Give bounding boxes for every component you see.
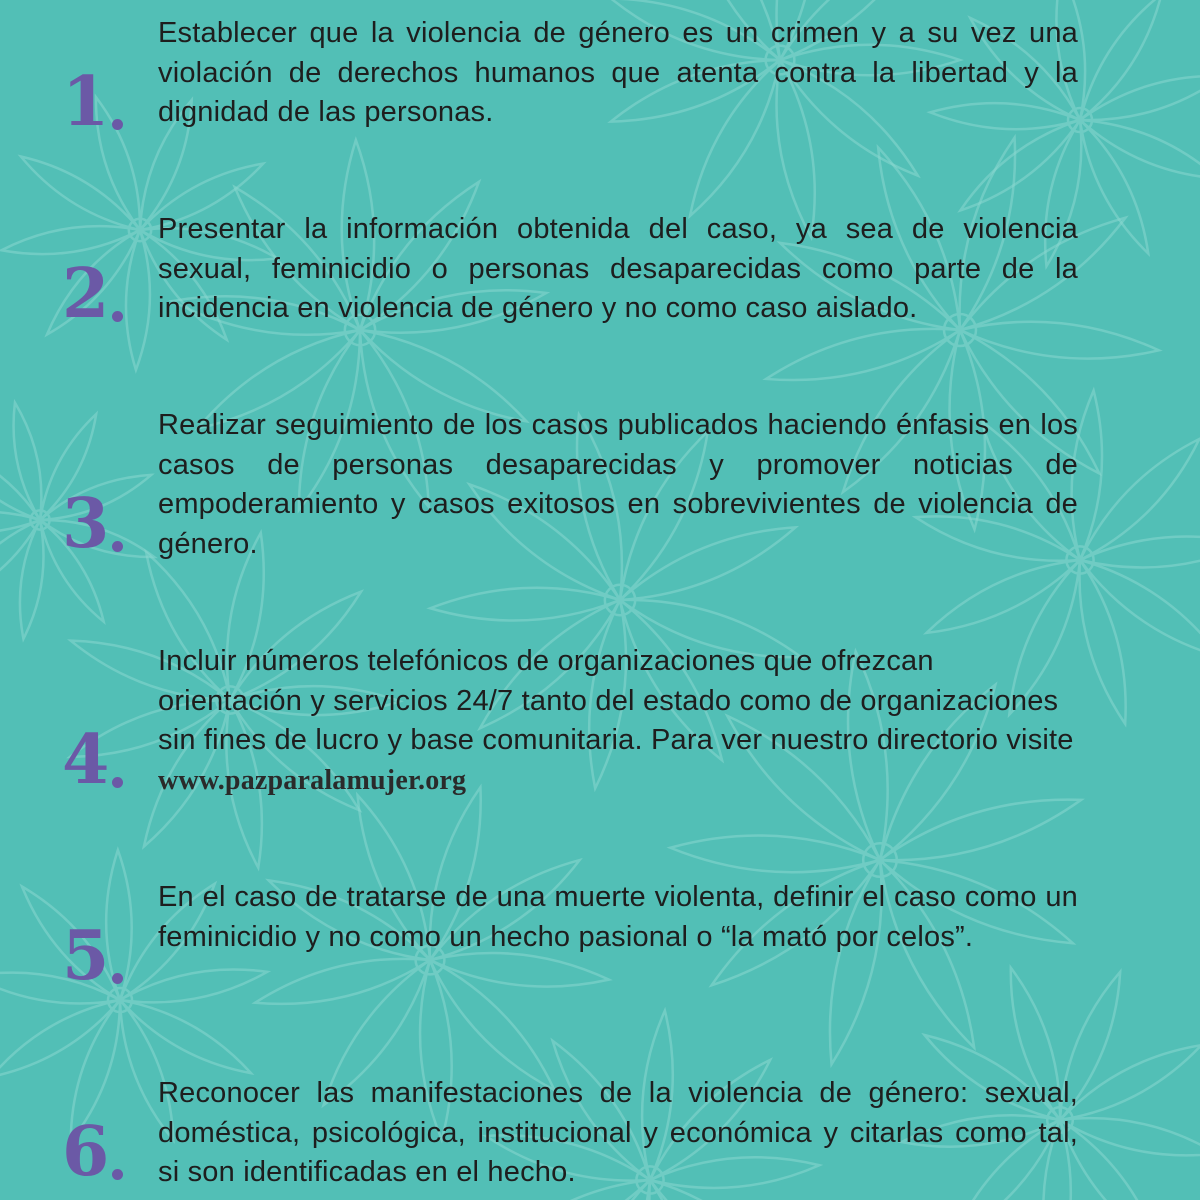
petal-outline bbox=[670, 836, 880, 873]
list-item-1 bbox=[0, 14, 1200, 142]
item-text: Establecer que la violencia de género es un crimen y a su vez una violación de derechos humanos que atenta contra la libertad y la dignidad de las personas. bbox=[158, 17, 1078, 128]
item-number: 1 bbox=[62, 68, 152, 136]
petal-outline bbox=[0, 1000, 120, 1077]
list-item-4 bbox=[0, 642, 1200, 802]
item-number: 4 bbox=[62, 726, 152, 794]
bullet-dot bbox=[112, 973, 123, 984]
list-item-6 bbox=[0, 1074, 1200, 1194]
item-number: 5 bbox=[62, 922, 152, 990]
list-item-2 bbox=[0, 210, 1200, 334]
bullet-dot bbox=[112, 119, 123, 130]
list-item-3 bbox=[0, 406, 1200, 566]
item-text bbox=[158, 642, 1078, 800]
item-text: En el caso de tratarse de una muerte violenta, definir el caso como un feminicidio y no como un hecho pasional o “la mató por celos”. bbox=[158, 881, 1078, 953]
bullet-dot bbox=[112, 1169, 123, 1180]
item-text-body: Incluir números telefónicos de organizaciones que ofrezcan orientación y servicios 24/7 tanto del estado como de organizaciones sin fines de lucro y base comunitaria. Para ver nuestro directorio visite bbox=[158, 645, 1074, 756]
item-number: 3 bbox=[62, 490, 152, 558]
website-link[interactable]: www.pazparalamujer.org bbox=[158, 764, 467, 796]
list-item-5 bbox=[0, 878, 1200, 998]
bullet-dot bbox=[112, 777, 123, 788]
petal-outline bbox=[120, 1000, 251, 1073]
item-text: Realizar seguimiento de los casos publicados haciendo énfasis en los casos de personas desaparecidas y promover noticias de empoderamiento y casos exitosos en sobrevivientes de violencia de género. bbox=[158, 409, 1078, 560]
item-number: 2 bbox=[62, 260, 152, 328]
bullet-dot bbox=[112, 311, 123, 322]
item-text: Presentar la información obtenida del caso, ya sea de violencia sexual, feminicidio o personas desaparecidas como parte de la incidencia en violencia de género y no como caso aislado. bbox=[158, 213, 1078, 324]
item-number: 6 bbox=[62, 1118, 152, 1186]
item-text: Reconocer las manifestaciones de la violencia de género: sexual, doméstica, psicológica, institucional y económica y citarlas como tal, si son identificadas en el hecho. bbox=[158, 1077, 1078, 1188]
petal-outline bbox=[880, 800, 1081, 861]
bullet-dot bbox=[112, 541, 123, 552]
petal-outline bbox=[926, 560, 1080, 633]
